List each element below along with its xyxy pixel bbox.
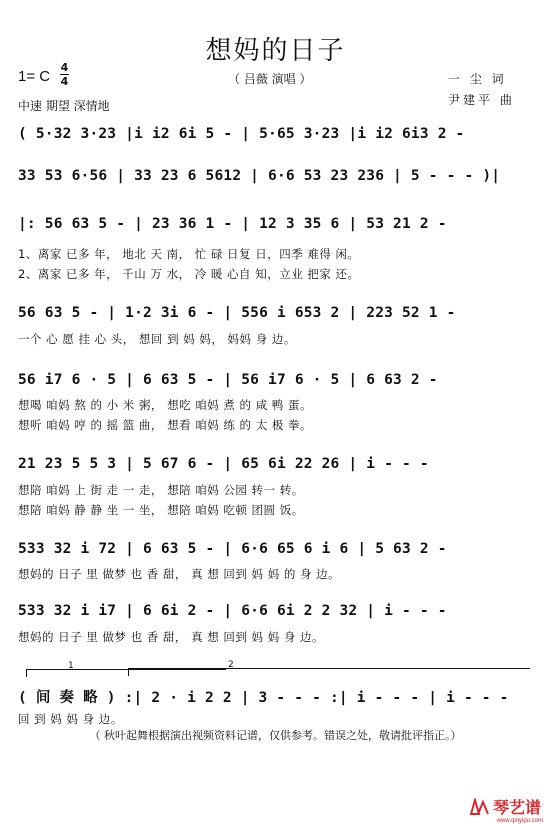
site-logo (469, 795, 541, 818)
volta-number-2: 2 (228, 660, 234, 670)
volta-bracket-2-start (128, 668, 129, 676)
key-signature: 1= C (18, 68, 51, 85)
volta-number-1: 1 (68, 661, 74, 671)
lyric-row-6-verse-2: 想陪 咱妈 静 静 坐 一 坐， 想陪 咱妈 吃顿 团圆 饭。 (18, 503, 304, 517)
performer-credit: （ 吕薇 演唱 ） (228, 72, 312, 86)
lyric-row-3-verse-2: 2、离家 已多 年， 千山 万 水， 冷 暖 心自 知，立业 把家 还。 (18, 267, 360, 281)
notation-row-2: 33 53 6·56 | 33 23 6 5612 | 6·6 53 23 236 | 5 - - - )| (18, 168, 501, 184)
notation-row-3: |: 56 63 5 - | 23 36 1 - | 12 3 35 6 | 53 21 2 - (18, 216, 447, 232)
notation-row-9: ( 间 奏 略 ) :| 2 · i 2 2 | 3 - - - :| i - - - | i - - - (18, 690, 509, 706)
time-signature (60, 62, 69, 87)
notation-row-8: 533 32 i i7 | 6 6i 2 - | 6·6 6i 2 2 32 | i - - - (18, 603, 447, 619)
lyric-row-5-verse-1: 想喝 咱妈 熬 的 小 米 粥， 想吃 咱妈 煮 的 咸 鸭 蛋。 (18, 398, 313, 412)
tempo-marking: 中速 期望 深情地 (18, 99, 110, 113)
lyric-row-5-verse-2: 想听 咱妈 哼 的 摇 篮 曲， 想看 咱妈 练 的 太 极 拳。 (18, 418, 313, 432)
transcription-note: （ 秋叶起舞根据演出视频资料记谱，仅供参考。错误之处，敬请批评指正。） (89, 729, 462, 742)
volta-bracket-1 (26, 669, 226, 670)
volta-bracket-2 (128, 668, 530, 669)
logo-text: 琴艺谱 (492, 798, 541, 817)
lyric-row-8: 想妈的 日子 里 做梦 也 香 甜， 真 想 回到 妈 妈 身 边。 (18, 630, 325, 644)
composer-credit: 尹建平 曲 (448, 93, 515, 107)
lyric-row-9: 回 到 妈 妈 身 边。 (18, 712, 123, 726)
time-signature-top: 4 (60, 61, 69, 74)
lyric-row-4: 一个 心 愿 挂 心 头， 想回 到 妈 妈， 妈妈 身 边。 (18, 332, 296, 346)
logo-url: www.qinyipu.com (496, 818, 543, 824)
notation-row-5: 56 i7 6 · 5 | 6 63 5 - | 56 i7 6 · 5 | 6 63 2 - (18, 372, 438, 388)
notation-row-7: 533 32 i 72 | 6 63 5 - | 6·6 65 6 i 6 | 5 63 2 - (18, 541, 447, 557)
notation-row-4: 56 63 5 - | 1·2 3i 6 - | 556 i 653 2 | 223 52 1 - (18, 305, 456, 321)
volta-bracket-1-start (26, 669, 27, 677)
lyricist-credit: 一 尘 词 (448, 72, 507, 86)
lyric-row-6-verse-1: 想陪 咱妈 上 街 走 一 走， 想陪 咱妈 公园 转一 转。 (18, 483, 304, 497)
lyric-row-3-verse-1: 1、离家 已多 年， 地北 天 南， 忙 碌 日复 日，四季 难得 闲。 (18, 247, 360, 261)
song-title: 想妈的日子 (205, 36, 346, 66)
lyric-row-7: 想妈的 日子 里 做梦 也 香 甜， 真 想 回到 妈 妈 的 身 边。 (18, 567, 341, 581)
time-signature-bottom: 4 (60, 75, 69, 88)
notation-row-6: 21 23 5 5 3 | 5 67 6 - | 65 6i 22 26 | i - - - (18, 456, 429, 472)
logo-mark-icon (469, 798, 489, 816)
notation-row-1: ( 5·32 3·23 |i i2 6i 5 - | 5·65 3·23 |i i2 6i3 2 - (18, 126, 465, 142)
